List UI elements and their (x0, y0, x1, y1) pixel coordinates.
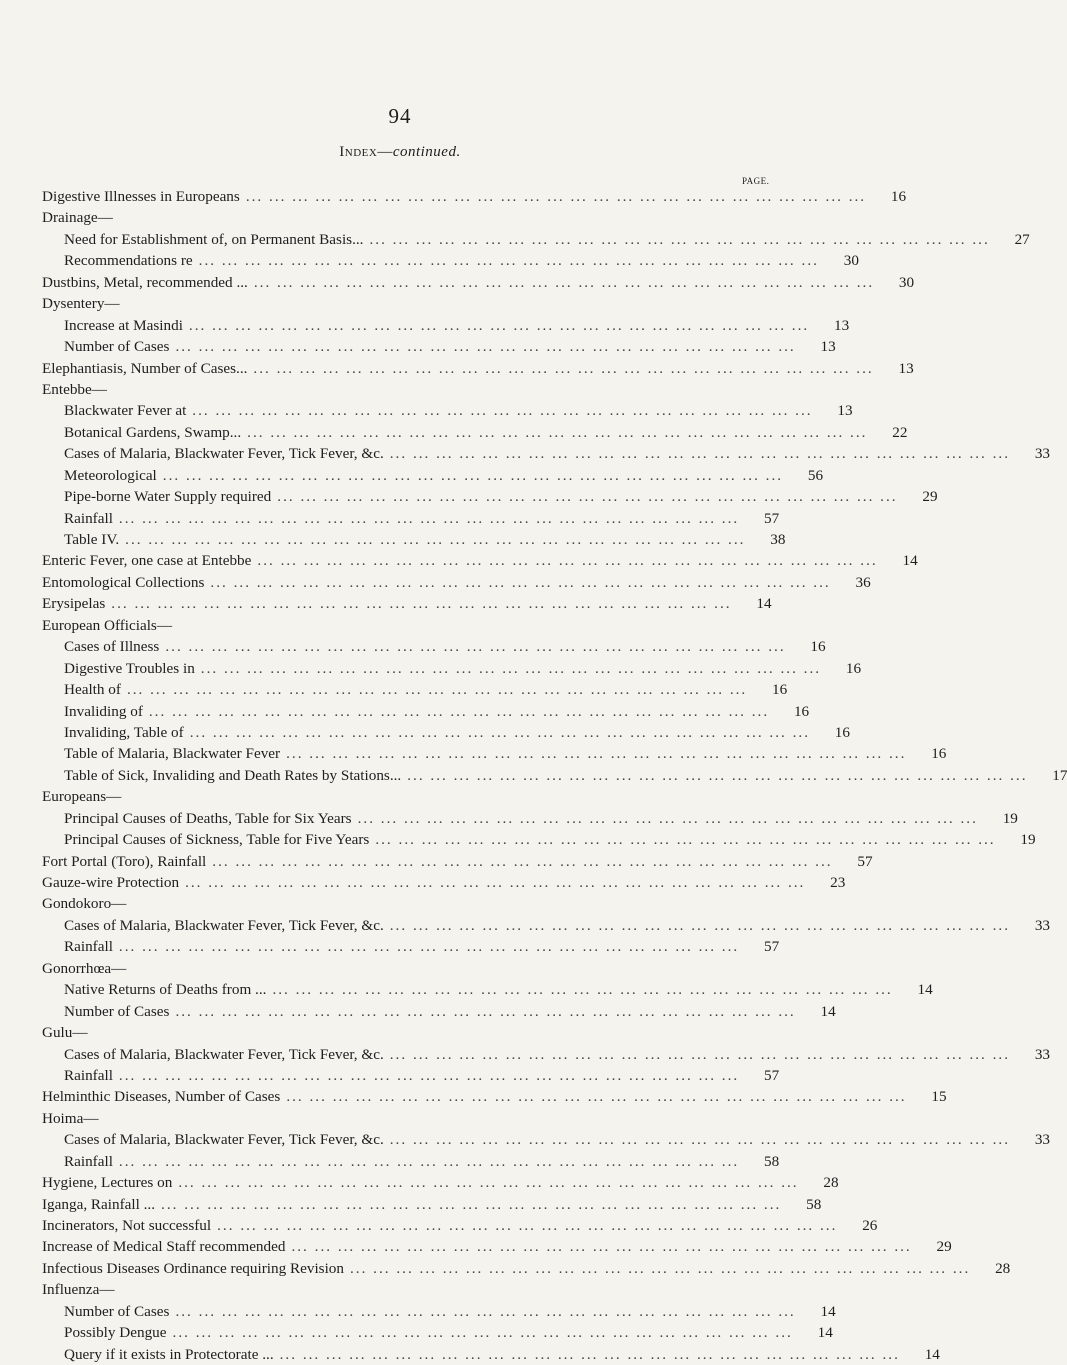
index-entry (42, 722, 850, 743)
heading-dash: — (377, 144, 393, 160)
entry-label: Query if it exists in Protectorate ... (64, 1345, 274, 1363)
entry-label: Helminthic Diseases, Number of Cases (42, 1088, 281, 1106)
index-entry (42, 1236, 952, 1257)
entry-label: Enteric Fever, one case at Entebbe (42, 552, 252, 570)
dot-leader: ... ... ... ... ... ... ... ... ... ... ... ... ... ... ... ... ... ... ... ... ... ... ... ... ... ... ... (257, 552, 878, 570)
entry-label: Increase of Medical Staff recommended (42, 1238, 286, 1256)
entry-label: Influenza— (42, 1281, 115, 1299)
entry-label: Digestive Troubles in (64, 659, 195, 677)
index-entry (42, 872, 846, 893)
entry-page-number: 38 (770, 531, 786, 548)
index-entry (42, 701, 810, 722)
entry-label: Dustbins, Metal, recommended ... (42, 273, 248, 291)
page-column-label: PAGE. (742, 176, 770, 186)
entry-page-number: 16 (810, 638, 826, 656)
index-entry (42, 658, 862, 679)
index-entry (42, 508, 780, 529)
index-heading (42, 207, 760, 228)
entry-label: European Officials— (42, 616, 173, 634)
dot-leader: ... ... ... ... ... ... ... ... ... ... ... ... ... ... ... ... ... ... ... ... ... ... ... ... ... ... ... (175, 1302, 796, 1320)
entry-label: Gondokoro— (42, 895, 127, 913)
index-entry (42, 1194, 822, 1215)
entry-page-number: 57 (857, 852, 873, 870)
entry-label: Health of (64, 681, 121, 699)
entry-page-number: 33 (1034, 1045, 1051, 1063)
entry-page-number: 26 (862, 1217, 878, 1234)
entry-page-number: 16 (845, 659, 862, 677)
heading-suffix: continued. (392, 144, 461, 160)
index-entry (42, 1129, 1051, 1150)
entry-page-number: 28 (995, 1259, 1011, 1277)
entry-label: Table of Sick, Invaliding and Death Rates by Stations... (64, 766, 402, 784)
entry-label: Incinerators, Not successful (42, 1217, 212, 1234)
dot-leader: ... ... ... ... ... ... ... ... ... ... ... ... ... ... ... ... ... ... ... ... ... ... ... ... ... ... ... (162, 466, 784, 484)
entry-label: Botanical Gardens, Swamp... (64, 423, 242, 441)
dot-leader: ... ... ... ... ... ... ... ... ... ... ... ... ... ... ... ... ... ... ... ... ... ... ... ... ... ... ... (118, 509, 740, 527)
index-entry (42, 465, 824, 486)
index-entry (42, 1001, 836, 1022)
dot-leader: ... ... ... ... ... ... ... ... ... ... ... ... ... ... ... ... ... ... ... ... ... ... ... ... ... ... ... (192, 402, 813, 420)
index-entry (42, 1086, 947, 1107)
entry-page-number: 13 (837, 402, 853, 420)
entry-label: Principal Causes of Sickness, Table for Five Years (64, 831, 370, 849)
index-entry (42, 936, 780, 957)
entry-page-number: 57 (764, 938, 780, 956)
entry-label: Infectious Diseases Ordinance requiring Revision (42, 1259, 344, 1277)
dot-leader: ... ... ... ... ... ... ... ... ... ... ... ... ... ... ... ... ... ... ... ... ... ... ... ... ... ... ... (111, 595, 732, 613)
entry-label: Rainfall (64, 1152, 113, 1170)
index-entry (42, 400, 853, 421)
dot-leader: ... ... ... ... ... ... ... ... ... ... ... ... ... ... ... ... ... ... ... ... ... ... ... ... ... ... ... (185, 874, 806, 891)
entry-page-number: 14 (902, 552, 918, 570)
dot-leader: ... ... ... ... ... ... ... ... ... ... ... ... ... ... ... ... ... ... ... ... ... ... ... ... ... ... ... (148, 702, 770, 720)
dot-leader: ... ... ... ... ... ... ... ... ... ... ... ... ... ... ... ... ... ... ... ... ... ... ... ... ... ... ... (217, 1217, 838, 1234)
entry-label: Europeans— (42, 788, 122, 806)
entry-page-number: 13 (834, 316, 850, 334)
entry-label: Invaliding of (64, 702, 143, 720)
entry-label: Table of Malaria, Blackwater Fever (64, 745, 281, 763)
entry-page-number: 33 (1034, 1131, 1051, 1149)
entry-label: Need for Establishment of, on Permanent Basis... (64, 230, 364, 248)
entry-page-number: 15 (931, 1088, 947, 1106)
entry-label: Rainfall (64, 938, 113, 956)
entry-label: Entebbe— (42, 380, 107, 398)
entry-page-number: 57 (764, 1066, 780, 1084)
dot-leader: ... ... ... ... ... ... ... ... ... ... ... ... ... ... ... ... ... ... ... ... ... ... ... ... ... ... ... (172, 1324, 793, 1342)
dot-leader: ... ... ... ... ... ... ... ... ... ... ... ... ... ... ... ... ... ... ... ... ... ... ... ... ... ... ... (178, 1174, 799, 1192)
entry-page-number: 14 (820, 1002, 836, 1020)
entry-page-number: 14 (817, 1324, 833, 1342)
entry-page-number: 29 (936, 1238, 952, 1256)
dot-leader: ... ... ... ... ... ... ... ... ... ... ... ... ... ... ... ... ... ... ... ... ... ... ... ... ... ... ... (369, 230, 990, 248)
entry-page-number: 58 (806, 1195, 822, 1213)
entry-label: Cases of Malaria, Blackwater Fever, Tick Fever, &c. (64, 445, 384, 463)
dot-leader: ... ... ... ... ... ... ... ... ... ... ... ... ... ... ... ... ... ... ... ... ... ... ... ... ... ... ... (286, 1088, 907, 1106)
entry-page-number: 30 (898, 273, 915, 291)
entry-label: Dysentery— (42, 295, 120, 313)
index-entry (42, 572, 871, 593)
entry-page-number: 13 (898, 359, 914, 377)
entry-page-number: 19 (1020, 831, 1036, 849)
heading-prefix: Index (339, 144, 378, 160)
index-entry (42, 1172, 839, 1193)
index-entry (42, 443, 1051, 464)
dot-leader: ... ... ... ... ... ... ... ... ... ... ... ... ... ... ... ... ... ... ... ... ... ... ... ... ... ... ... (407, 766, 1028, 784)
index-entry (42, 1301, 836, 1322)
dot-leader: ... ... ... ... ... ... ... ... ... ... ... ... ... ... ... ... ... ... ... ... ... ... ... ... ... ... ... (357, 809, 978, 827)
index-entry (42, 186, 907, 207)
index-entry (42, 486, 938, 507)
index-entry (42, 315, 850, 336)
entry-page-number: 23 (830, 874, 846, 891)
index-heading (42, 786, 760, 807)
entry-label: Cases of Malaria, Blackwater Fever, Tick Fever, &c. (64, 1045, 384, 1063)
index-heading (42, 958, 760, 979)
entry-label: Digestive Illnesses in Europeans (42, 188, 240, 205)
entry-label: Rainfall (64, 1066, 113, 1084)
dot-leader: ... ... ... ... ... ... ... ... ... ... ... ... ... ... ... ... ... ... ... ... ... ... ... ... ... ... ... (118, 1066, 740, 1084)
dot-leader: ... ... ... ... ... ... ... ... ... ... ... ... ... ... ... ... ... ... ... ... ... ... ... ... ... ... ... (389, 1045, 1011, 1063)
entry-label: Native Returns of Deaths from ... (64, 981, 267, 999)
entry-label: Recommendations re (64, 252, 193, 270)
entry-label: Cases of Illness (64, 638, 160, 656)
entry-page-number: 33 (1034, 916, 1051, 934)
entry-page-number: 14 (924, 1345, 940, 1363)
dot-leader: ... ... ... ... ... ... ... ... ... ... ... ... ... ... ... ... ... ... ... ... ... ... ... ... ... ... ... (212, 852, 833, 870)
dot-leader: ... ... ... ... ... ... ... ... ... ... ... ... ... ... ... ... ... ... ... ... ... ... ... ... ... ... ... (118, 938, 740, 956)
entry-page-number: 16 (890, 188, 907, 205)
index-entry (42, 550, 918, 571)
entry-label: Rainfall (64, 509, 113, 527)
dot-leader: ... ... ... ... ... ... ... ... ... ... ... ... ... ... ... ... ... ... ... ... ... ... ... ... ... ... ... (245, 188, 867, 205)
entry-label: Hygiene, Lectures on (42, 1174, 173, 1192)
index-entry (42, 1215, 878, 1236)
dot-leader: ... ... ... ... ... ... ... ... ... ... ... ... ... ... ... ... ... ... ... ... ... ... ... ... ... ... ... (253, 273, 875, 291)
dot-leader: ... ... ... ... ... ... ... ... ... ... ... ... ... ... ... ... ... ... ... ... ... ... ... ... ... ... ... (126, 681, 748, 699)
entry-label: Gulu— (42, 1024, 88, 1042)
entry-page-number: 14 (917, 981, 933, 999)
entry-label: Principal Causes of Deaths, Table for Six Years (64, 809, 352, 827)
entry-page-number: 27 (1014, 230, 1030, 248)
dot-leader: ... ... ... ... ... ... ... ... ... ... ... ... ... ... ... ... ... ... ... ... ... ... ... ... ... ... ... (277, 488, 898, 506)
entry-page-number: 13 (820, 338, 836, 356)
index-heading (42, 293, 760, 314)
dot-leader: ... ... ... ... ... ... ... ... ... ... ... ... ... ... ... ... ... ... ... ... ... ... ... ... ... ... ... (247, 423, 868, 441)
entry-label: Pipe-borne Water Supply required (64, 488, 272, 506)
entry-label: Number of Cases (64, 1002, 170, 1020)
entry-label: Number of Cases (64, 1302, 170, 1320)
entry-page-number: 17 (1052, 766, 1067, 784)
entry-label: Entomological Collections (42, 573, 205, 591)
index-entry (42, 272, 915, 293)
entry-label: Blackwater Fever at (64, 402, 187, 420)
entry-page-number: 16 (772, 681, 788, 699)
page-number: 94 (388, 104, 412, 128)
dot-leader: ... ... ... ... ... ... ... ... ... ... ... ... ... ... ... ... ... ... ... ... ... ... ... ... ... ... ... (175, 338, 796, 356)
index-entry (42, 336, 836, 357)
dot-leader: ... ... ... ... ... ... ... ... ... ... ... ... ... ... ... ... ... ... ... ... ... ... ... ... ... ... ... (161, 1195, 782, 1213)
dot-leader: ... ... ... ... ... ... ... ... ... ... ... ... ... ... ... ... ... ... ... ... ... ... ... ... ... ... ... (189, 723, 810, 741)
entry-label: Table IV. (64, 531, 120, 548)
entry-page-number: 16 (834, 723, 850, 741)
index-entry (42, 765, 1067, 786)
index-entry (42, 743, 947, 764)
dot-leader: ... ... ... ... ... ... ... ... ... ... ... ... ... ... ... ... ... ... ... ... ... ... ... ... ... ... ... (125, 531, 746, 548)
entry-label: Elephantiasis, Number of Cases... (42, 359, 248, 377)
dot-leader: ... ... ... ... ... ... ... ... ... ... ... ... ... ... ... ... ... ... ... ... ... ... ... ... ... ... ... (375, 831, 996, 849)
index-heading (42, 1022, 760, 1043)
index-entry (42, 422, 908, 443)
entry-label: Invaliding, Table of (64, 723, 184, 741)
index-entry (42, 851, 873, 872)
dot-leader: ... ... ... ... ... ... ... ... ... ... ... ... ... ... ... ... ... ... ... ... ... ... ... ... ... ... ... (165, 638, 786, 656)
dot-leader: ... ... ... ... ... ... ... ... ... ... ... ... ... ... ... ... ... ... ... ... ... ... ... ... ... ... ... (279, 1345, 900, 1363)
index-entry (42, 358, 914, 379)
entry-label: Drainage— (42, 209, 113, 227)
entry-page-number: 14 (756, 595, 772, 613)
dot-leader: ... ... ... ... ... ... ... ... ... ... ... ... ... ... ... ... ... ... ... ... ... ... ... ... ... ... ... (198, 252, 819, 270)
index-entry (42, 915, 1051, 936)
index-heading (42, 893, 760, 914)
entry-label: Gauze-wire Protection (42, 874, 180, 891)
entry-page-number: 29 (922, 488, 938, 506)
entry-page-number: 33 (1034, 445, 1051, 463)
entry-page-number: 16 (793, 702, 810, 720)
index-list (42, 186, 1067, 1365)
index-heading (42, 615, 760, 636)
index-entry (42, 1344, 940, 1365)
index-entry (42, 250, 859, 271)
dot-leader: ... ... ... ... ... ... ... ... ... ... ... ... ... ... ... ... ... ... ... ... ... ... ... ... ... ... ... (118, 1152, 740, 1170)
dot-leader: ... ... ... ... ... ... ... ... ... ... ... ... ... ... ... ... ... ... ... ... ... ... ... ... ... ... ... (175, 1002, 796, 1020)
index-heading (42, 1108, 760, 1129)
entry-page-number: 16 (931, 745, 947, 763)
index-entry (42, 636, 826, 657)
dot-leader: ... ... ... ... ... ... ... ... ... ... ... ... ... ... ... ... ... ... ... ... ... ... ... ... ... ... ... (200, 659, 822, 677)
dot-leader: ... ... ... ... ... ... ... ... ... ... ... ... ... ... ... ... ... ... ... ... ... ... ... ... ... ... ... (389, 1131, 1011, 1149)
index-entry (42, 829, 1036, 850)
dot-leader: ... ... ... ... ... ... ... ... ... ... ... ... ... ... ... ... ... ... ... ... ... ... ... ... ... ... ... (272, 981, 893, 999)
entry-label: Cases of Malaria, Blackwater Fever, Tick Fever, &c. (64, 1131, 384, 1149)
index-entry (42, 593, 772, 614)
entry-page-number: 22 (892, 423, 908, 441)
index-entry (42, 1044, 1051, 1065)
entry-label: Cases of Malaria, Blackwater Fever, Tick Fever, &c. (64, 916, 384, 934)
entry-label: Iganga, Rainfall ... (42, 1195, 156, 1213)
entry-label: Increase at Masindi (64, 316, 183, 334)
index-entry (42, 1258, 1011, 1279)
dot-leader: ... ... ... ... ... ... ... ... ... ... ... ... ... ... ... ... ... ... ... ... ... ... ... ... ... ... ... (188, 316, 810, 334)
dot-leader: ... ... ... ... ... ... ... ... ... ... ... ... ... ... ... ... ... ... ... ... ... ... ... ... ... ... ... (389, 916, 1011, 934)
dot-leader: ... ... ... ... ... ... ... ... ... ... ... ... ... ... ... ... ... ... ... ... ... ... ... ... ... ... ... (349, 1259, 971, 1277)
dot-leader: ... ... ... ... ... ... ... ... ... ... ... ... ... ... ... ... ... ... ... ... ... ... ... ... ... ... ... (389, 445, 1011, 463)
index-entry (42, 808, 1018, 829)
entry-label: Meteorological (64, 466, 157, 484)
entry-label: Erysipelas (42, 595, 106, 613)
entry-page-number: 57 (764, 509, 780, 527)
index-entry (42, 229, 1030, 250)
entry-page-number: 14 (820, 1302, 836, 1320)
index-entry (42, 1151, 780, 1172)
entry-page-number: 30 (843, 252, 859, 270)
entry-label: Gonorrhœa— (42, 959, 127, 977)
index-entry (42, 529, 786, 550)
entry-label: Hoima— (42, 1109, 99, 1127)
index-entry (42, 979, 933, 1000)
entry-page-number: 28 (823, 1174, 839, 1192)
entry-label: Fort Portal (Toro), Rainfall (42, 852, 207, 870)
page-heading (0, 144, 800, 161)
entry-page-number: 36 (855, 573, 871, 591)
dot-leader: ... ... ... ... ... ... ... ... ... ... ... ... ... ... ... ... ... ... ... ... ... ... ... ... ... ... ... (210, 573, 831, 591)
entry-page-number: 56 (807, 466, 824, 484)
dot-leader: ... ... ... ... ... ... ... ... ... ... ... ... ... ... ... ... ... ... ... ... ... ... ... ... ... ... ... (253, 359, 874, 377)
index-entry (42, 679, 788, 700)
entry-label: Number of Cases (64, 338, 170, 356)
dot-leader: ... ... ... ... ... ... ... ... ... ... ... ... ... ... ... ... ... ... ... ... ... ... ... ... ... ... ... (286, 745, 907, 763)
index-heading (42, 1279, 760, 1300)
index-entry (42, 1065, 780, 1086)
entry-label: Possibly Dengue (64, 1324, 167, 1342)
dot-leader: ... ... ... ... ... ... ... ... ... ... ... ... ... ... ... ... ... ... ... ... ... ... ... ... ... ... ... (291, 1238, 912, 1256)
entry-page-number: 58 (764, 1152, 780, 1170)
index-entry (42, 1322, 833, 1343)
index-heading (42, 379, 760, 400)
entry-page-number: 19 (1002, 809, 1018, 827)
